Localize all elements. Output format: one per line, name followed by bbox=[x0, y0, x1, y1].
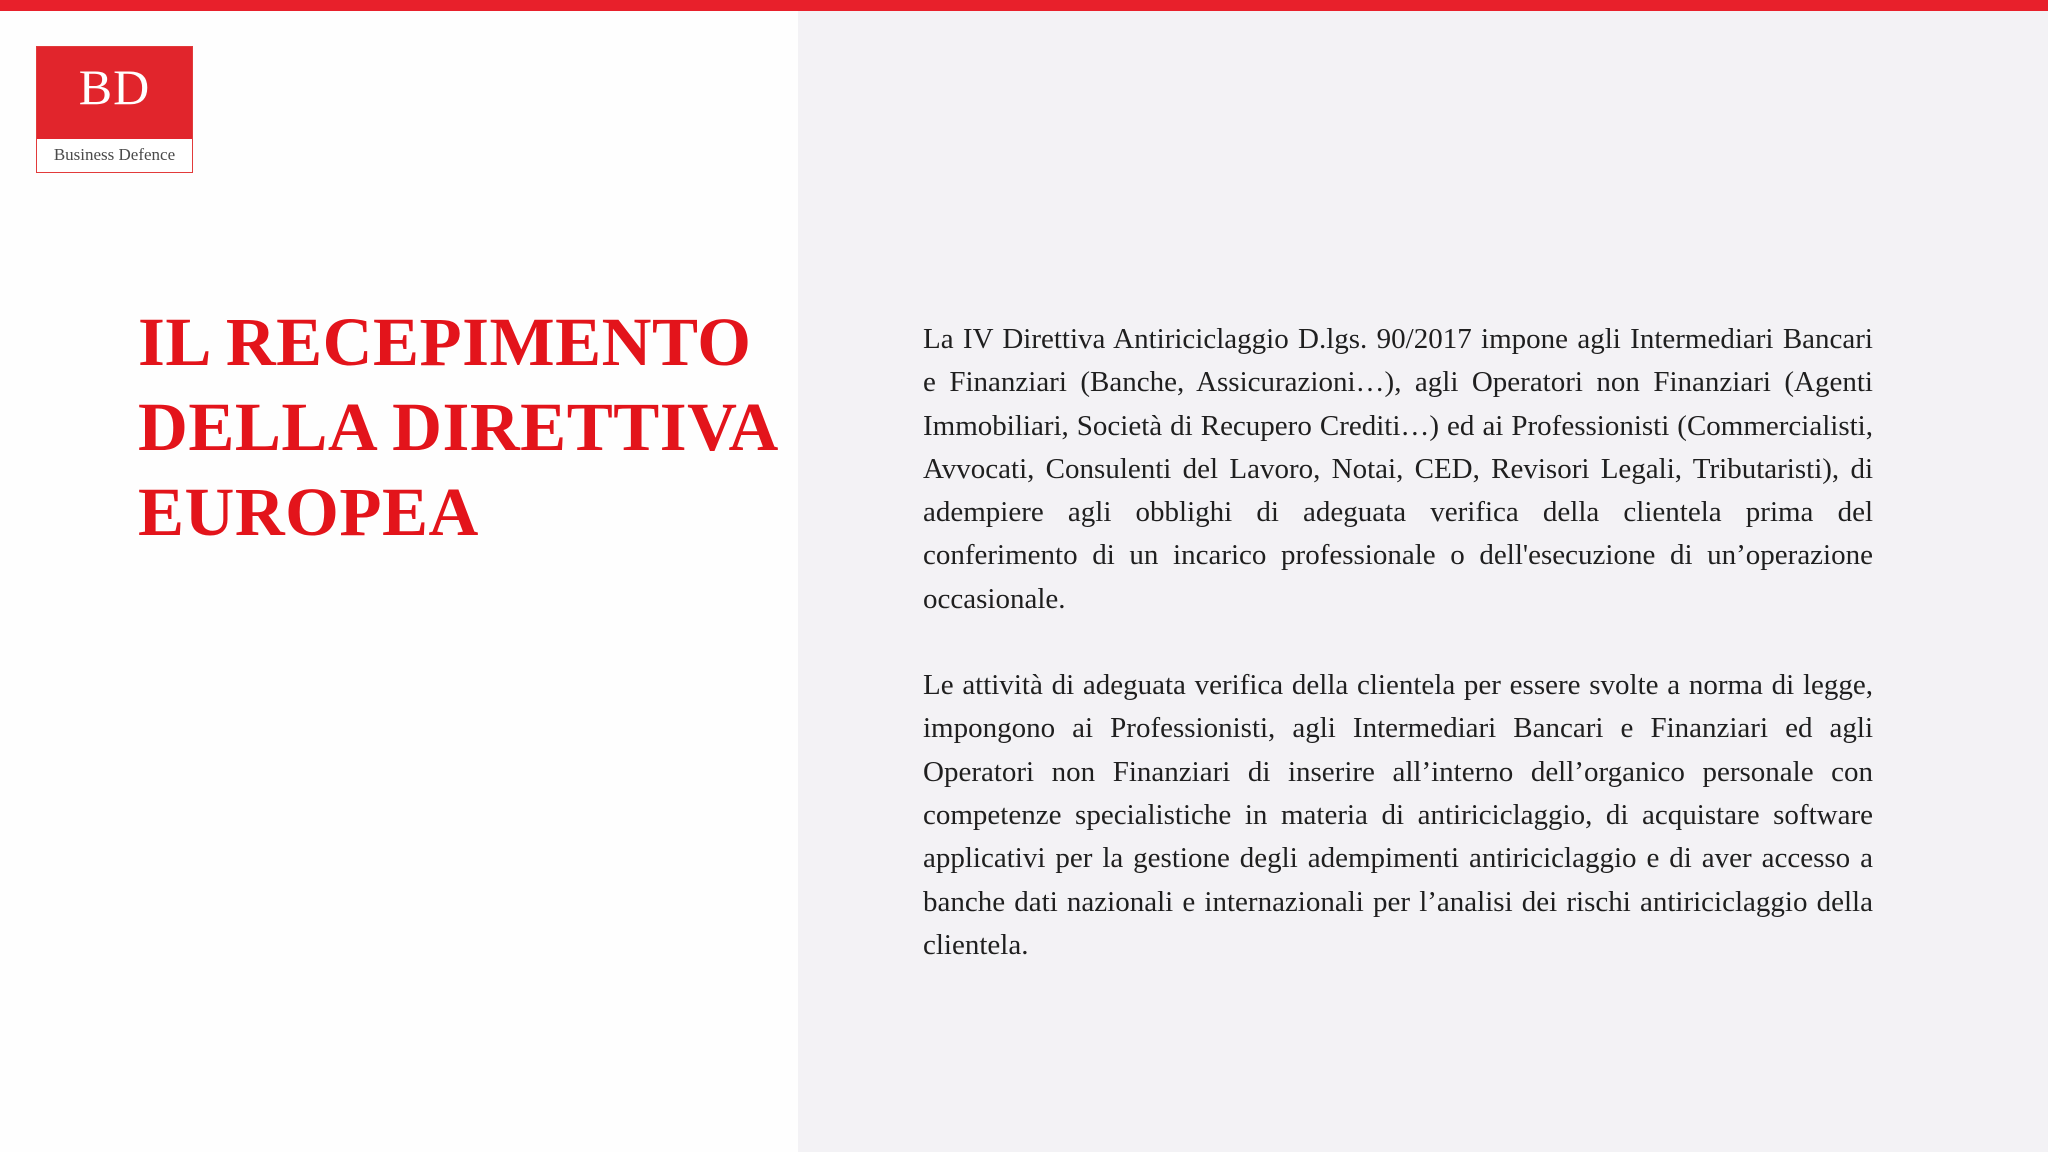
slide-title-line-1: IL RECEPIMENTO bbox=[138, 304, 752, 380]
logo-red-block bbox=[37, 47, 192, 139]
body-text bbox=[923, 318, 1873, 967]
slide-title bbox=[138, 300, 778, 555]
top-accent-bar bbox=[0, 0, 2048, 11]
logo-company-name: Business Defence bbox=[53, 145, 176, 164]
paragraph-1: La IV Direttiva Antiriciclaggio D.lgs. 90/2017 impone agli Intermediari Bancari e Finanziari (Banche, Assicurazioni…), agli Operatori non Finanziari (Agenti Immobiliari, Società di Recupero Crediti…) ed ai Professionisti (Commercialisti, Avvocati, Consulenti del Lavoro, Notai, CED, Revisori Legali, Tributaristi), di adempiere agli obblighi di adeguata verifica della clientela prima del conferimento di un incarico professionale o dell'esecuzione di un’operazione occasionale. bbox=[923, 323, 1873, 615]
left-panel bbox=[0, 11, 798, 1152]
company-logo bbox=[36, 46, 193, 173]
slide-title-line-2: DELLA DIRETTIVA bbox=[138, 389, 779, 465]
paragraph-2: Le attività di adeguata verifica della clientela per essere svolte a norma di legge, impongono ai Professionisti, agli Intermediari Bancari e Finanziari ed agli Operatori non Finanziari di inserire all’interno dell’organico personale con competenze specialistiche in materia di antiriciclaggio, di acquistare software applicativi per la gestione degli adempimenti antiriciclaggio e di aver accesso a banche dati nazionali e internazionali per l’analisi dei rischi antiriciclaggio della clientela. bbox=[923, 669, 1873, 961]
logo-mark: BD bbox=[78, 59, 151, 115]
slide-title-line-3: EUROPEA bbox=[138, 474, 479, 550]
